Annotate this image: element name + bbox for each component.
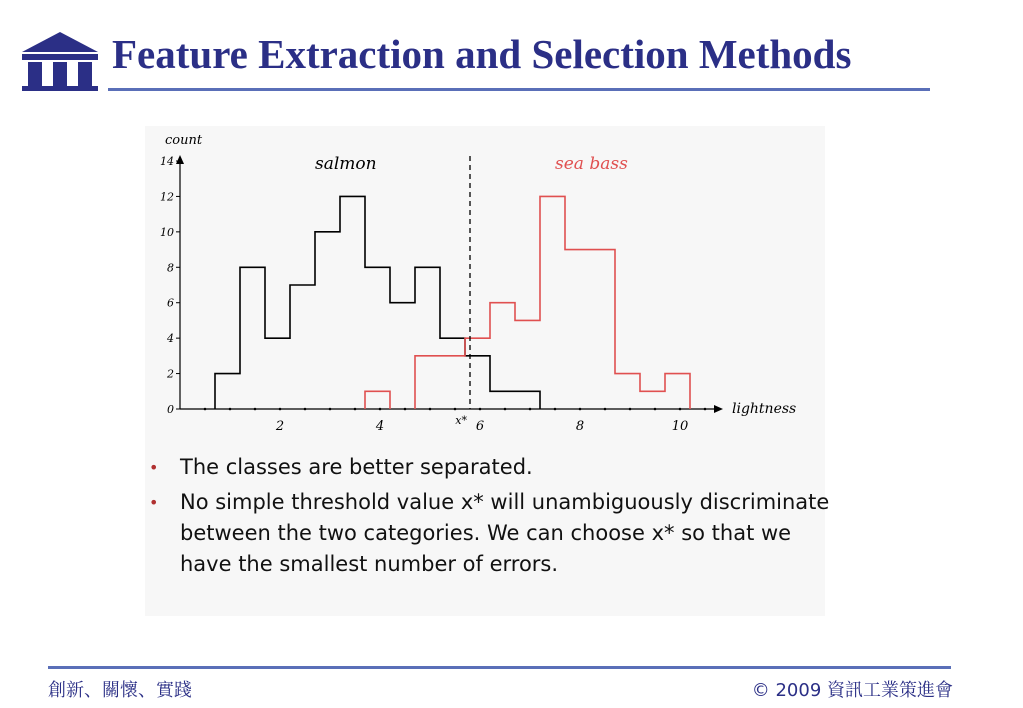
series-label-salmon: salmon [315,154,377,174]
x-minor-tick [229,408,232,411]
x-minor-tick [329,408,332,411]
title-underline [108,88,930,91]
threshold-label: x* [455,414,467,427]
x-minor-tick [629,408,632,411]
x-minor-tick [529,408,532,411]
bullet-item [147,452,837,483]
y-tick-label: 4 [167,332,174,346]
lightness-histogram-chart [145,126,825,446]
x-minor-tick [204,408,207,411]
x-minor-tick [704,408,707,411]
x-minor-tick [554,408,557,411]
page-title: Feature Extraction and Selection Methods [112,31,852,77]
bullet-text: No simple threshold value x* will unambiguously discriminate between the two categories. We can choose x* so that we have the smallest number of errors. [180,490,830,576]
bullet-item [147,487,837,580]
y-axis-arrow-icon [176,155,184,164]
y-tick-label: 14 [160,155,174,168]
x-tick-label: 6 [475,419,485,434]
bullet-text: The classes are better separated. [180,455,533,479]
x-minor-tick [454,408,457,411]
x-minor-tick [504,408,507,411]
x-minor-tick [379,408,382,411]
x-tick-label: 4 [375,419,385,434]
x-minor-tick [679,408,682,411]
x-axis-arrow-icon [714,405,723,413]
series-label-sea-bass: sea bass [555,154,628,174]
x-minor-tick [479,408,482,411]
x-tick-label: 8 [575,419,585,434]
footer-motto: 創新、關懷、實踐 [48,680,192,701]
x-axis-label: lightness [732,401,797,417]
bullet-dot-icon: • [149,458,159,477]
footer-copyright: © 2009 資訊工業策進會 [751,680,953,701]
bullet-list [147,452,837,584]
y-tick-label: 0 [167,403,174,416]
y-tick-label: 6 [167,296,174,310]
x-minor-tick [254,408,257,411]
x-minor-tick [354,408,357,411]
x-minor-tick [604,408,607,411]
x-tick-label: 10 [671,419,689,434]
y-tick-label: 8 [167,261,174,275]
x-minor-tick [429,408,432,411]
x-minor-tick [404,408,407,411]
y-axis-label: count [165,133,203,148]
y-tick-label: 10 [160,225,174,239]
y-tick-label: 2 [167,367,174,381]
x-minor-tick [304,408,307,411]
institute-logo-icon [20,30,100,92]
footer-rule [48,666,951,669]
x-minor-tick [579,408,582,411]
y-tick-label: 12 [160,190,174,204]
x-minor-tick [279,408,282,411]
bullet-dot-icon: • [149,493,159,512]
x-tick-label: 2 [275,419,285,434]
x-minor-tick [654,408,657,411]
